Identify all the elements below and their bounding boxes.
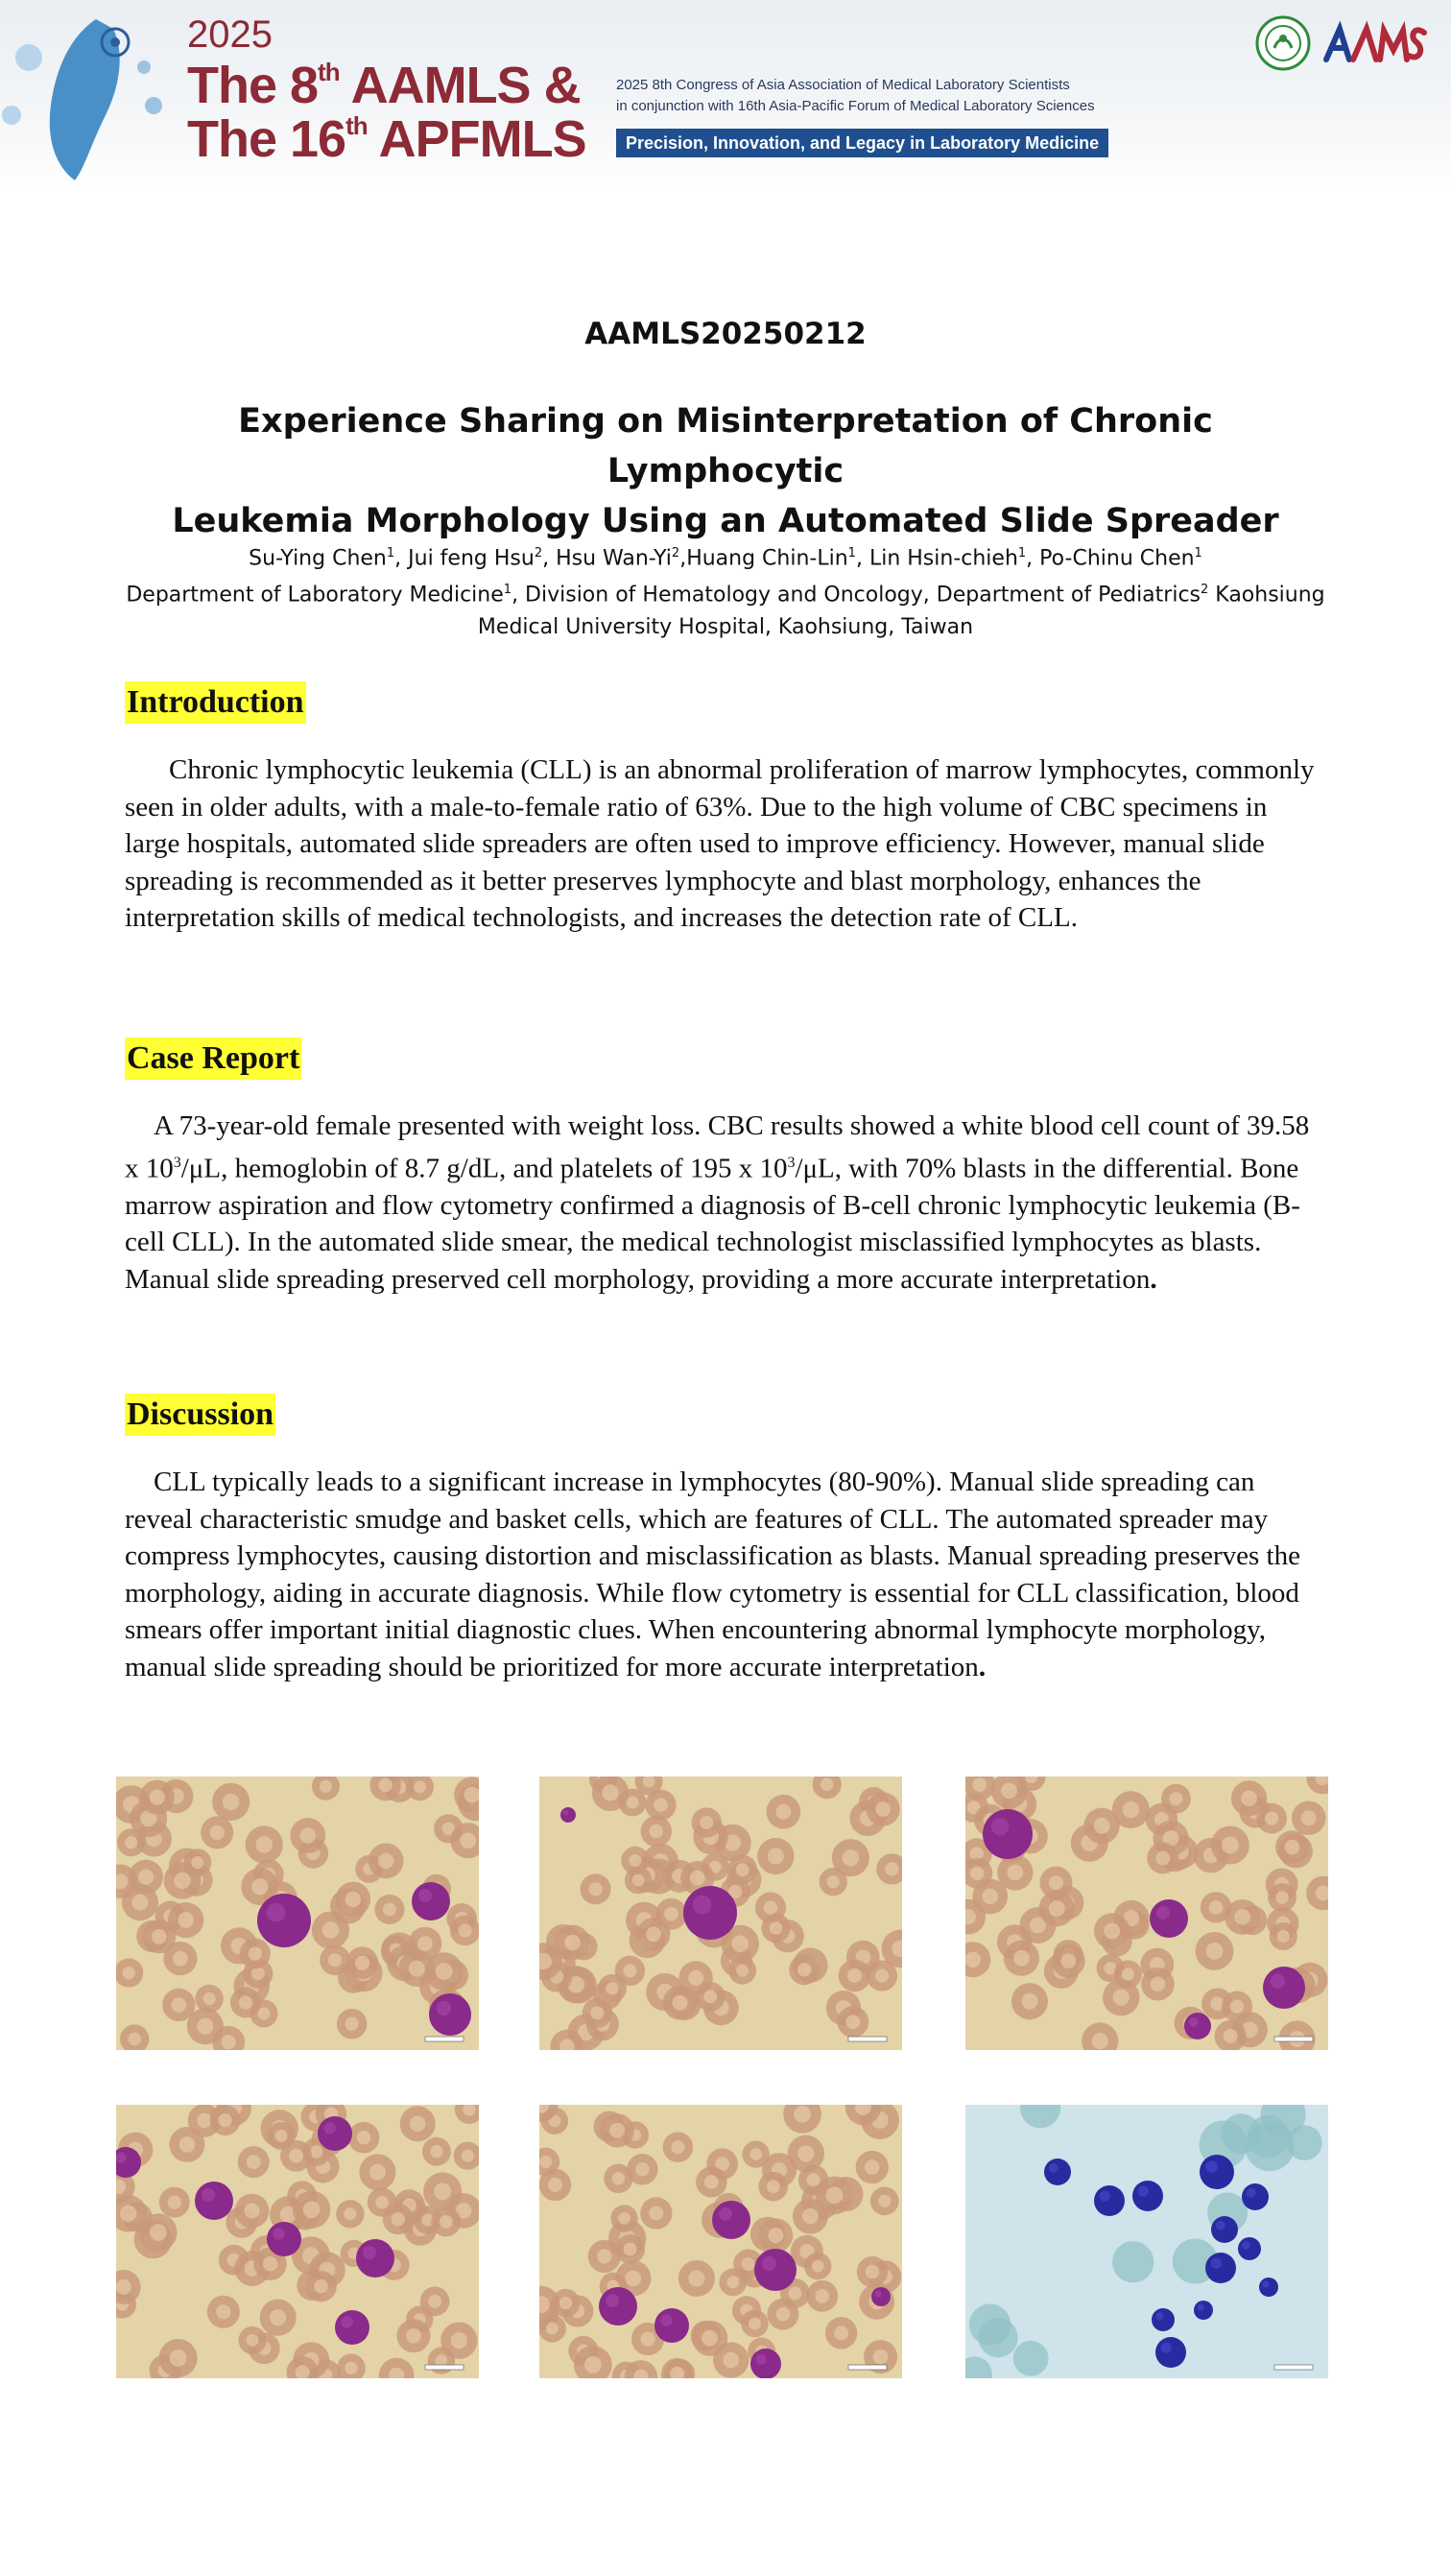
blood-smear-image-1 <box>116 1777 479 2050</box>
aams-logo <box>1320 17 1428 71</box>
taiwan-map-logo <box>0 0 192 192</box>
introduction-text: Chronic lymphocytic leukemia (CLL) is an abnormal proliferation of marrow lymphocytes, commonly seen in older adults, with a male-to-female ratio of 63%. Due to the high volume of CBC specimens in large hospitals, automated slide spreaders are often used to improve efficiency. However, manual slide spreading is recommended as it better preserves lymphocyte and blast morphology, enhances the interpretation skills of medical technologists, and increases the detection rate of CLL. <box>125 754 1315 933</box>
case-report-heading: Case Report <box>125 1038 301 1080</box>
introduction-heading: Introduction <box>125 681 306 724</box>
abstract-id: AAMLS20250212 <box>584 317 867 351</box>
banner-line-1: The 8th AAMLS & <box>187 57 581 114</box>
poster-title <box>144 396 1307 546</box>
banner-tagline: Precision, Innovation, and Legacy in Laboratory Medicine <box>616 129 1108 157</box>
author-list: Su-Ying Chen$^1$, Jui feng Hsu$^2$, Hsu Wan-Yi$^2$,Huang Chin-Lin$^1$, Lin Hsin-chieh$^1$, Po-Chinu Chen$^1$ <box>249 546 1202 571</box>
stained-smear-image-6 <box>965 2105 1328 2378</box>
conference-banner <box>0 0 1451 192</box>
affiliation-line-1: Department of Laboratory Medicine$^1$, Division of Hematology and Oncology, Department of Pediatrics$^2$ Kaohsiung <box>126 583 1325 608</box>
blood-smear-image-3 <box>965 1777 1328 2050</box>
discussion-heading: Discussion <box>125 1394 275 1436</box>
affiliation-line-2: Medical University Hospital, Kaohsiung, Taiwan <box>477 614 974 639</box>
banner-subtitle-2: in conjunction with 16th Asia-Pacific Forum of Medical Laboratory Sciences <box>616 98 1095 114</box>
banner-subtitle-1: 2025 8th Congress of Asia Association of Medical Laboratory Scientists <box>616 77 1070 93</box>
banner-year: 2025 <box>187 13 273 56</box>
discussion-text: CLL typically leads to a significant increase in lymphocytes (80-90%). Manual slide spreading can reveal characteristic smudge and basket cells, which are features of CLL. The automated spreader may compress lymphocytes, causing distortion and misclassification as blasts. Manual spreading preserves the morphology, aiding in accurate diagnosis. While flow cytometry is essential for CLL classification, blood smears offer important initial diagnostic clues. When encountering abnormal lymphocyte morphology, manual slide spreading should be prioritized for more accurate interpretation. <box>125 1467 1300 1682</box>
blood-smear-image-2 <box>539 1777 902 2050</box>
case-report-text: A 73-year-old female presented with weight loss. CBC results showed a white blood cell count of 39.58 x $10^3/\mu L$, hemoglobin of 8.7 g/dL, and platelets of 195 x $10^3/\mu L$, with 70% blasts in the differential. Bone marrow aspiration and flow cytometry confirmed a diagnosis of B-cell chronic lymphocytic leukemia (B-cell CLL). In the automated slide smear, the medical technologist misclassified lymphocytes as blasts. Manual slide spreading preserved cell morphology, providing a more accurate interpretation. <box>125 1110 1310 1295</box>
blood-smear-image-5 <box>539 2105 902 2378</box>
title-line-2: Leukemia Morphology Using an Automated Slide Spreader <box>172 502 1279 540</box>
blood-smear-image-4 <box>116 2105 479 2378</box>
banner-line-2: The 16th APFMLS <box>187 110 586 168</box>
author-block <box>106 537 1345 643</box>
title-line-1: Experience Sharing on Misinterpretation of Chronic Lymphocytic <box>238 402 1213 490</box>
association-seal-logo <box>1255 15 1311 71</box>
